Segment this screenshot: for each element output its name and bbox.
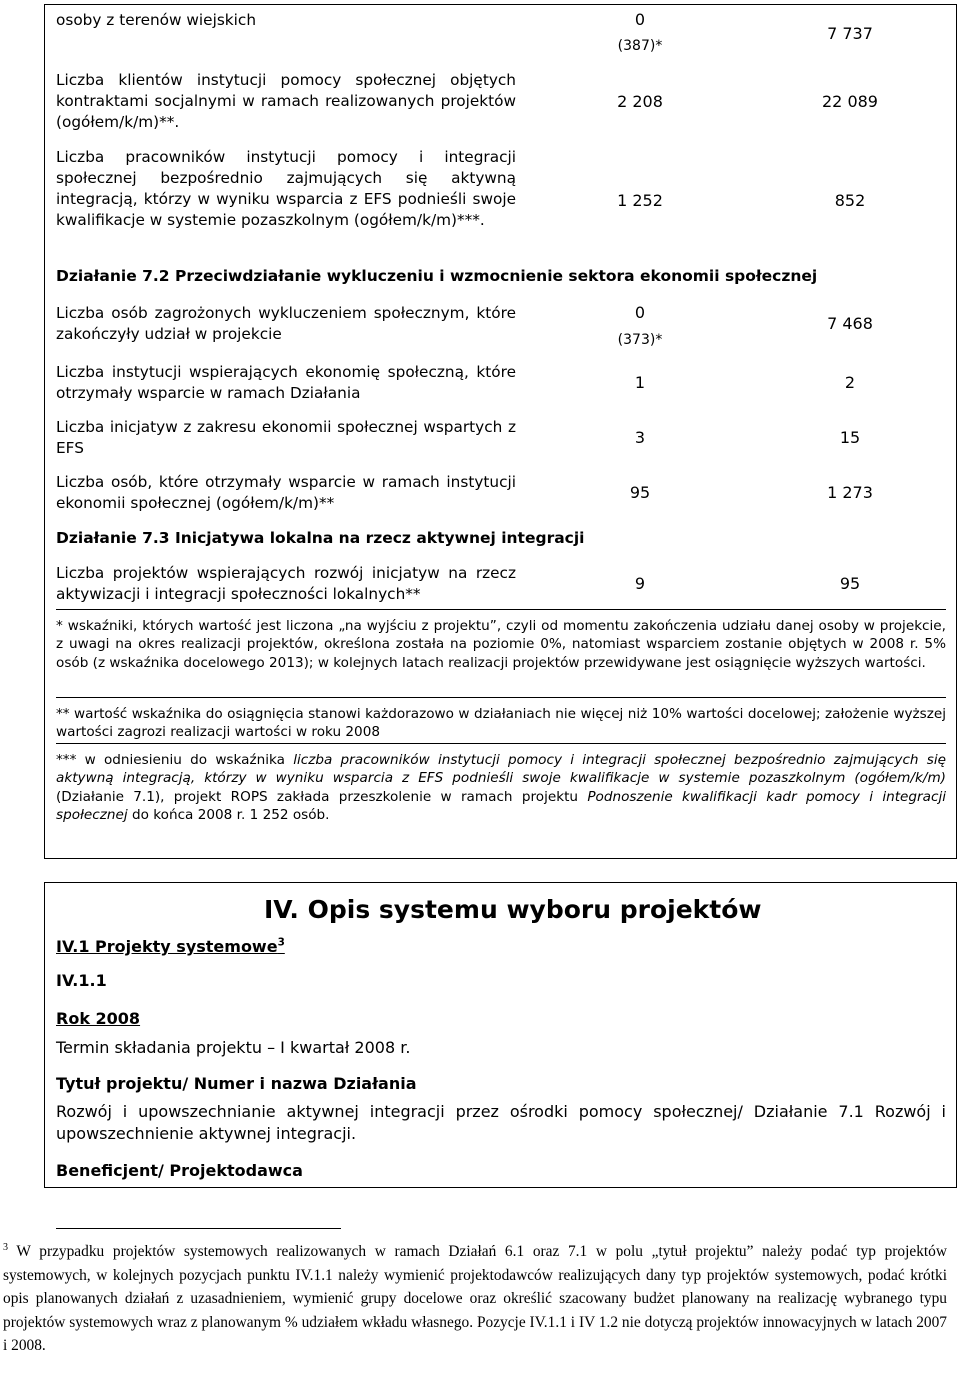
note-triple-star: *** w odniesieniu do wskaźnika liczba pracowników instytucji pomocy i integracji społecznej bezpośrednio zajmujących się aktywną integracją, którzy w wyniku wsparcia z EFS podnieśli swoje kwalifikacje w systemie pozaszkolnym (ogółem/k/m) (Działanie 7.1), projekt ROPS zakłada przeszkolenie w ramach projektu Podnoszenie kwalifikacji kadr pomocy i integracji społecznej do końca 2008 r. 1 252 osób. (56, 752, 946, 823)
row-label: Liczba projektów wspierających rozwój inicjatyw na rzecz aktywizacji i integracji społeczności lokalnych** (56, 564, 516, 603)
value-target: 7 737 (827, 24, 873, 43)
note-single-star: * wskaźniki, których wartość jest liczona „na wyjściu z projektu”, czyli od momentu zakończenia udziału danej osoby w projekcie, z uwagi na okres realizacji projektów, określona została na poziomie 0%, natomiast wsparciem zostanie objętych w 2008 r. 5% osób (z wskaźnika docelowego 2013); w kolejnych latach realizacji projektów przewidywane jest osiągnięcie wyższych wartości. (56, 618, 946, 671)
title-label: Tytuł projektu/ Numer i nazwa Działania (56, 1074, 417, 1093)
value-2008-note: (373)* (617, 332, 663, 348)
value-2008: 1 252 (617, 191, 663, 210)
footnote-number: 3 (3, 1241, 8, 1253)
section-heading-7-3: Działanie 7.3 Inicjatywa lokalna na rzecz aktywnej integracji (56, 529, 585, 547)
value-2008: 1 (634, 373, 646, 392)
subsection-number: IV.1.1 (56, 971, 107, 990)
row-label: Liczba osób zagrożonych wykluczeniem społecznym, które zakończyły udział w projekcie (56, 304, 516, 343)
value-2008: 9 (634, 574, 646, 593)
row-label: osoby z terenów wiejskich (56, 11, 257, 29)
footnote-ref: 3 (277, 936, 285, 949)
value-target: 1 273 (827, 483, 873, 502)
value-target: 2 (844, 373, 856, 392)
beneficiary-label: Beneficjent/ Projektodawca (56, 1161, 303, 1180)
value-2008: 3 (634, 428, 646, 447)
value-2008: 0 (634, 303, 646, 322)
row-label: Liczba klientów instytucji pomocy społecznej objętych kontraktami socjalnymi w ramach realizowanych projektów (ogółem/k/m)**. (56, 71, 516, 131)
value-target: 15 (839, 428, 861, 447)
divider (56, 609, 946, 610)
divider (56, 697, 946, 698)
row-label: Liczba osób, które otrzymały wsparcie w ramach instytucji ekonomii społecznej (ogółem/k/m)** (56, 473, 516, 512)
value-target: 22 089 (822, 92, 878, 111)
subsection-heading: IV.1 Projekty systemowe$^3$ (56, 936, 285, 956)
value-2008-note: (387)* (617, 38, 663, 54)
footnote: $^3$ W przypadku projektów systemowych realizowanych w ramach Działań 6.1 oraz 7.1 w polu „tytuł projektu” należy podać typ projektów systemowych, w kolejnych pozycjach punktu IV.1.1 należy wymienić projektodawców realizujących dany typ projektów systemowych, podać krótki opis planowanych działań z uzasadnieniem, wymienić grupy docelowe oraz określić szacowany budżet planowany na realizację wybranego typu projektów systemowych wraz z planowanym % udziałem wkładu własnego. Pozycje IV.1.1 i IV 1.2 nie dotyczą projektów innowacyjnych w latach 2007 i 2008. (3, 1241, 947, 1354)
footnote-separator (56, 1228, 341, 1229)
divider (56, 743, 946, 744)
value-target: 7 468 (827, 314, 873, 333)
value-2008: 95 (629, 483, 651, 502)
value-target: 95 (839, 574, 861, 593)
title-text: Rozwój i upowszechnianie aktywnej integracji przez ośrodki pomocy społecznej/ Działanie 7.1 Rozwój i upowszechnienie aktywnej integracji. (56, 1102, 946, 1143)
value-target: 852 (834, 191, 866, 210)
value-2008: 2 208 (617, 92, 663, 111)
value-2008: 0 (634, 10, 646, 29)
row-label: Liczba pracowników instytucji pomocy i integracji społecznej bezpośrednio zajmujących się aktywną integracją, którzy w wyniku wsparcia z EFS podnieśli swoje kwalifikacje w systemie pozaszkolnym (ogółem/k/m)***. (56, 148, 516, 229)
row-label: Liczba inicjatyw z zakresu ekonomii społecznej wspartych z EFS (56, 418, 516, 457)
section-title: IV. Opis systemu wyboru projektów (264, 895, 762, 924)
section-heading-7-2: Działanie 7.2 Przeciwdziałanie wykluczeniu i wzmocnienie sektora ekonomii społecznej (56, 267, 818, 285)
deadline-text: Termin składania projektu – I kwartał 2008 r. (56, 1038, 411, 1057)
year-heading: Rok 2008 (56, 1009, 141, 1028)
note-double-star: ** wartość wskaźnika do osiągnięcia stanowi każdorazowo w działaniach nie więcej niż 10% wartości docelowej; założenie wyższej wartości zagrozi realizacji wartości w roku 2008 (56, 706, 946, 741)
row-label: Liczba instytucji wspierających ekonomię społeczną, które otrzymały wsparcie w ramach Działania (56, 363, 516, 402)
